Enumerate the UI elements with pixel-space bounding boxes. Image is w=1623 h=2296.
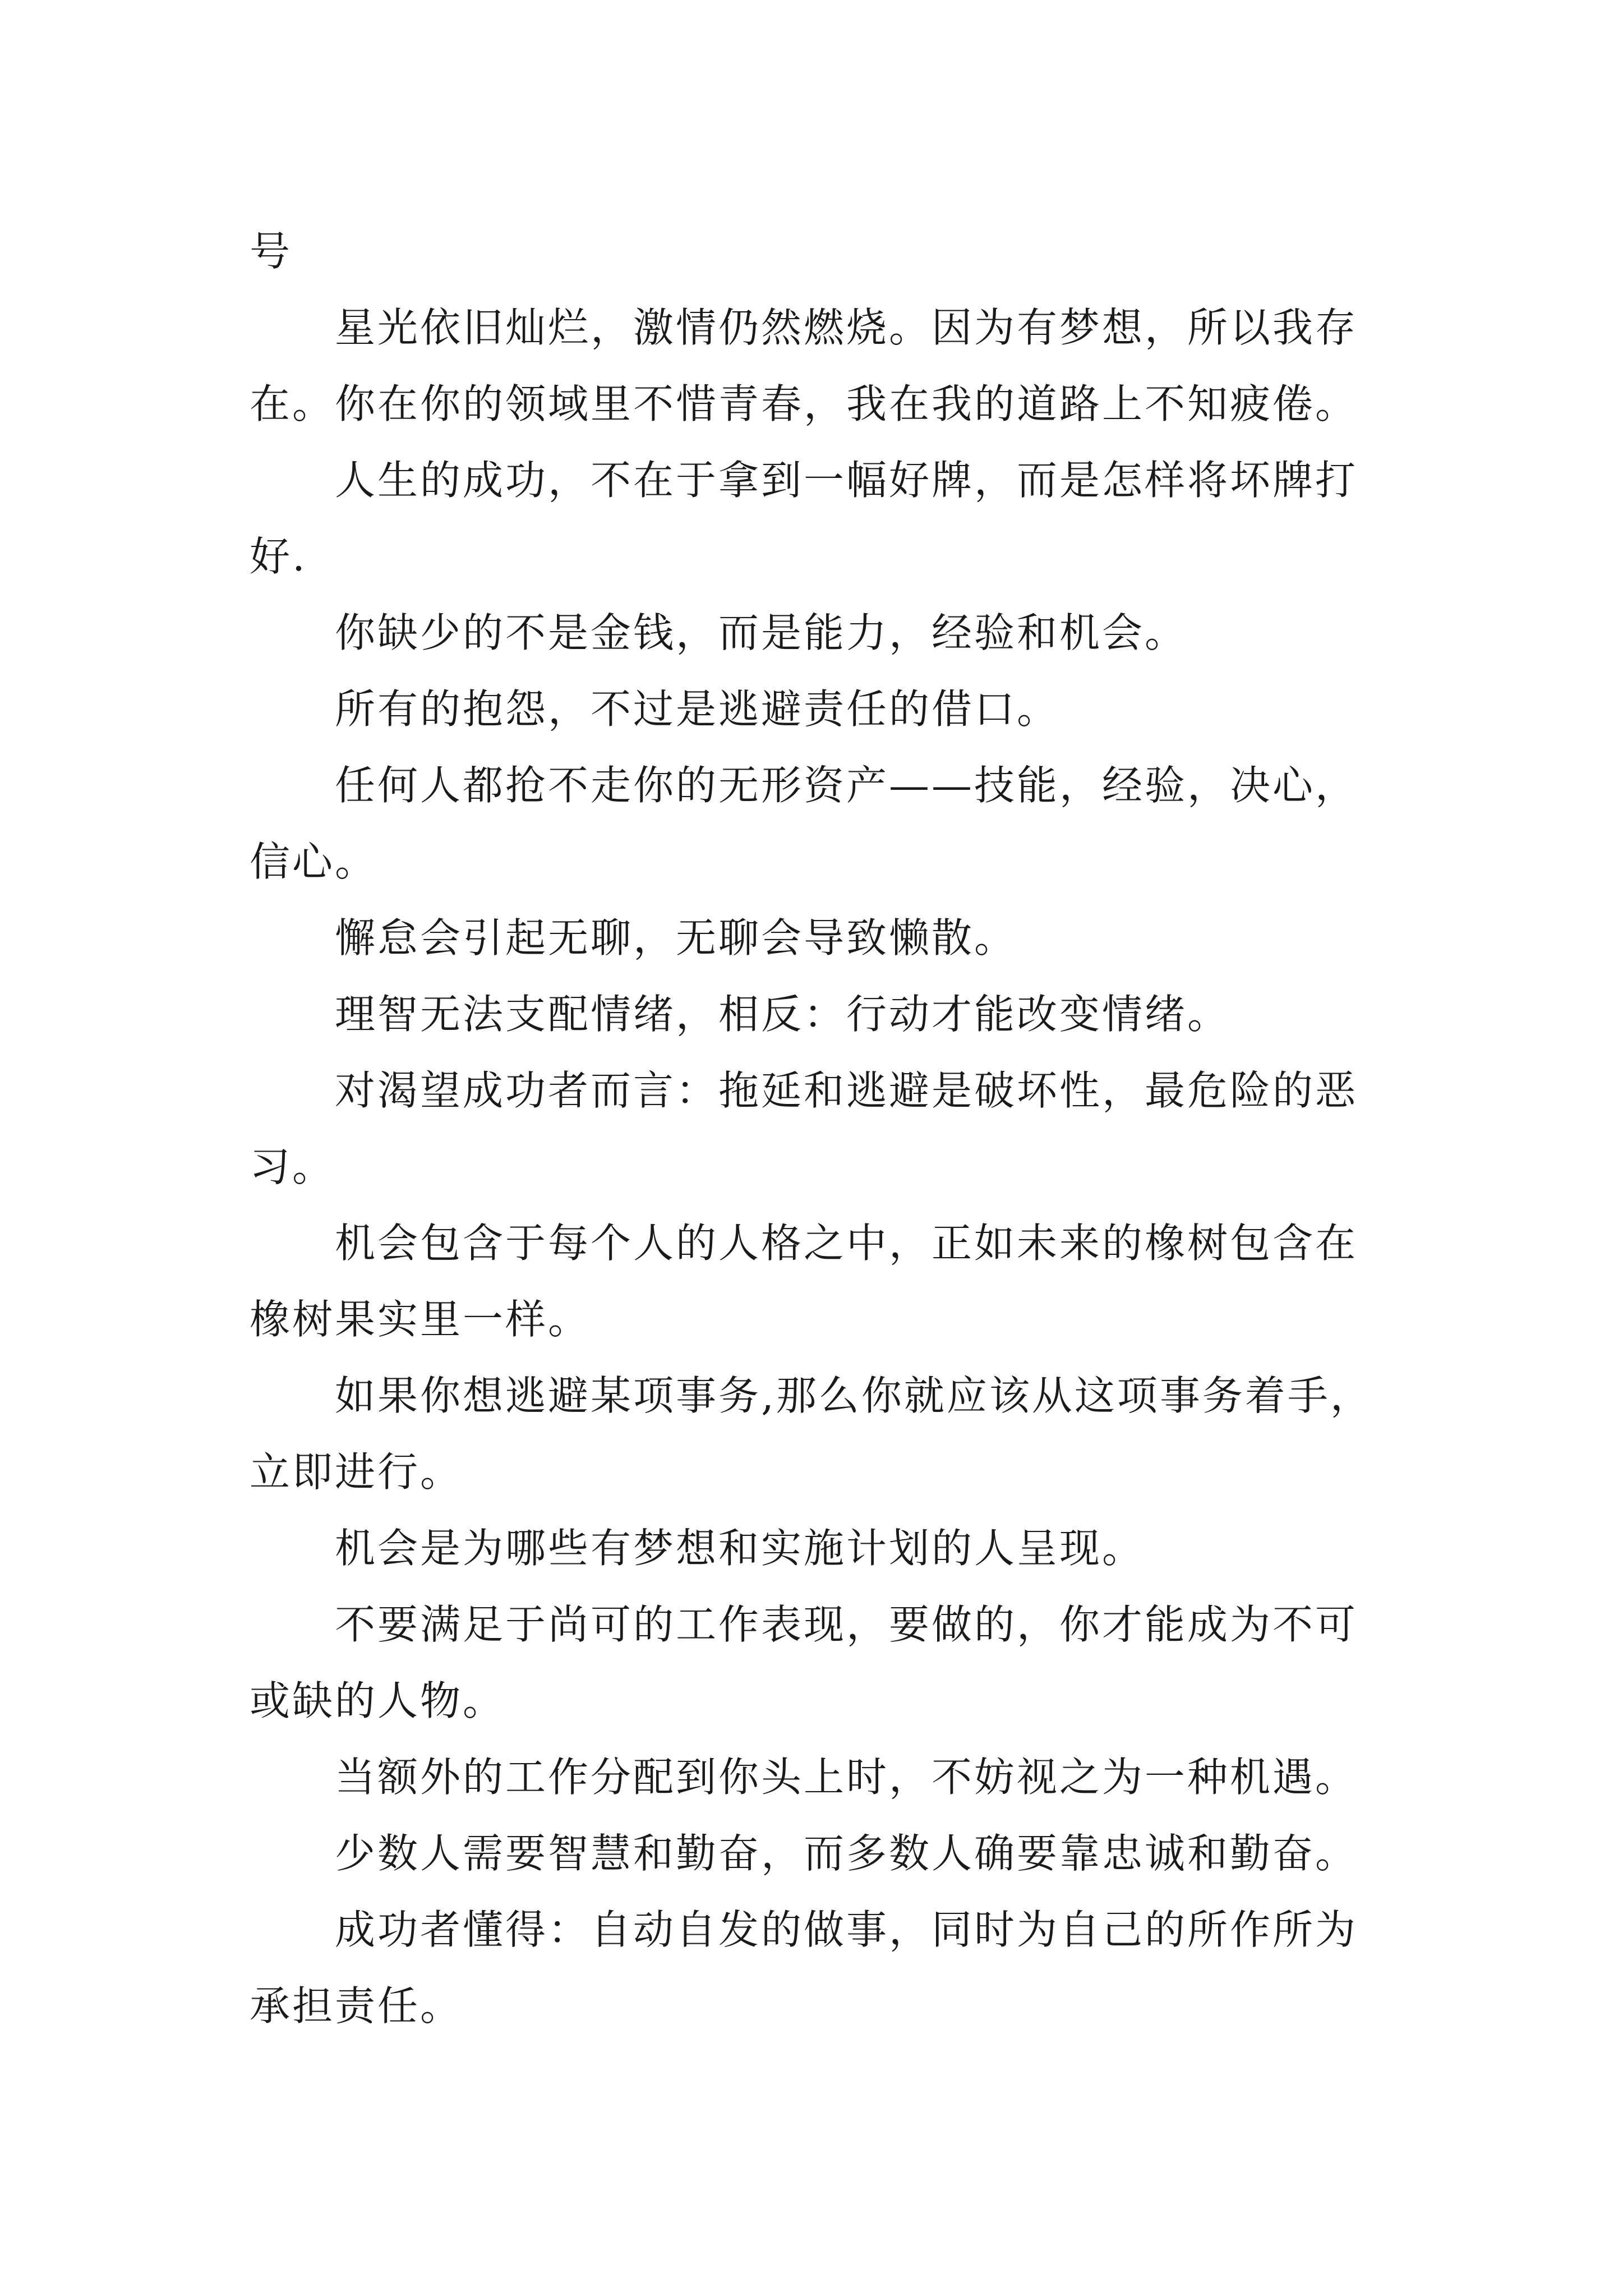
paragraph: 懈怠会引起无聊，无聊会导致懒散。 bbox=[335, 914, 1017, 961]
paragraph: 机会是为哪些有梦想和实施计划的人呈现。 bbox=[335, 1525, 1145, 1572]
paragraph: 不要满足于尚可的工作表现，要做的，你才能成为不可或缺的人物。 bbox=[250, 1601, 1358, 1724]
document-body bbox=[250, 213, 1394, 2044]
paragraph: 所有的抱怨，不过是逃避责任的借口。 bbox=[335, 685, 1060, 733]
paragraph: 对渴望成功者而言：拖延和逃避是破坏性，最危险的恶习。 bbox=[250, 1067, 1358, 1190]
paragraph: 星光依旧灿烂，激情仍然燃烧。因为有梦想，所以我存在。你在你的领域里不惜青春，我在我的道路上不知疲倦。 bbox=[250, 304, 1358, 427]
paragraph: 机会包含于每个人的人格之中，正如未来的橡树包含在橡树果实里一样。 bbox=[250, 1220, 1358, 1343]
paragraph: 人生的成功，不在于拿到一幅好牌，而是怎样将坏牌打好. bbox=[250, 457, 1358, 580]
paragraph: 少数人需要智慧和勤奋，而多数人确要靠忠诚和勤奋。 bbox=[335, 1830, 1358, 1877]
paragraph: 当额外的工作分配到你头上时，不妨视之为一种机遇。 bbox=[335, 1754, 1358, 1801]
paragraph: 理智无法支配情绪，相反：行动才能改变情绪。 bbox=[335, 991, 1230, 1038]
paragraph: 号 bbox=[250, 228, 293, 275]
paragraph: 如果你想逃避某项事务,那么你就应该从这项事务着手，立即进行。 bbox=[250, 1372, 1373, 1496]
paragraph: 任何人都抢不走你的无形资产——技能，经验，决心，信心。 bbox=[250, 762, 1358, 885]
paragraph: 你缺少的不是金钱，而是能力，经验和机会。 bbox=[335, 609, 1188, 656]
paragraph: 成功者懂得：自动自发的做事，同时为自己的所作所为承担责任。 bbox=[250, 1906, 1358, 2030]
